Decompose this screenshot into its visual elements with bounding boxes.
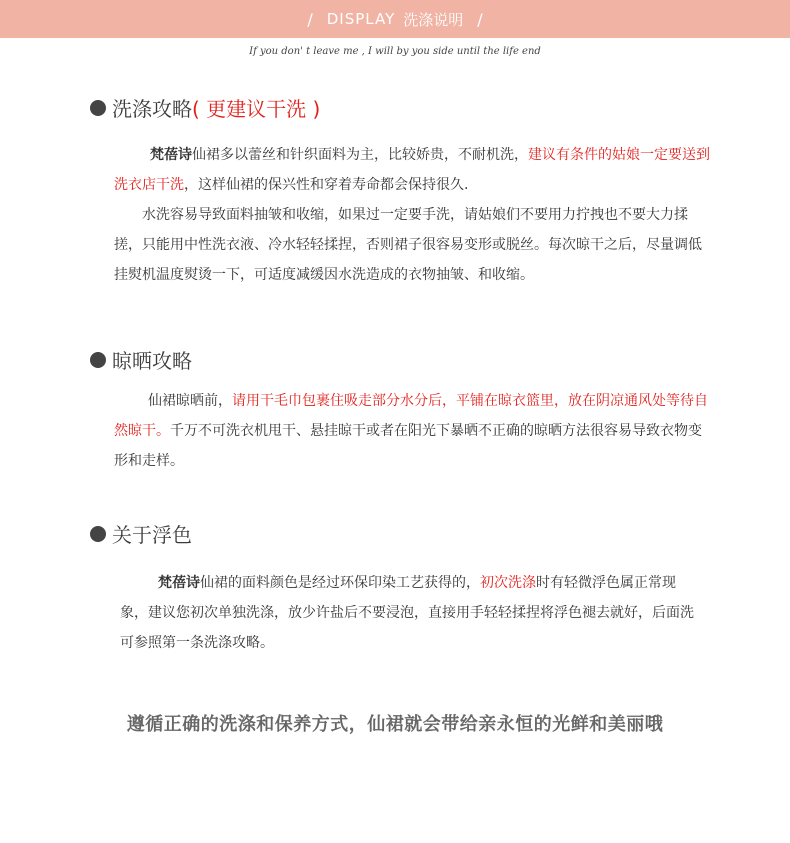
- drying-text-2: 千万不可洗衣机甩干、悬挂晾干或者在阳光下暴晒不正确的晾晒方法很容易导致衣物变形和走样。: [114, 423, 702, 469]
- banner-title-cn: 洗涤说明: [403, 10, 464, 29]
- color-text-2: 时有轻微浮色属正常现象，建议您初次单独洗涤，放少许盐后不要浸泡，直接用手轻轻揉捏将浮色褪去就好，后面洗可参照第一条洗涤攻略。: [120, 575, 694, 651]
- section-title: 晾晒攻略: [112, 349, 192, 373]
- bullet-icon: [90, 352, 106, 368]
- section-title: 关于浮色: [112, 523, 192, 547]
- brand-name: 梵蓓诗: [150, 147, 192, 163]
- washing-text-2: ，这样仙裙的保兴性和穿着寿命都会保持很久.: [184, 177, 469, 193]
- drying-highlight: 请用干毛巾包裹住吸走部分水分后，平铺在晾衣篮里，放在阴凉通风处等待自然晾干。: [114, 393, 708, 439]
- drying-paragraph: [114, 386, 710, 476]
- color-highlight: 初次洗涤: [480, 575, 536, 591]
- banner-slash-left: /: [307, 9, 313, 29]
- banner-title-en: DISPLAY: [326, 10, 396, 28]
- brand-name: 梵蓓诗: [158, 575, 200, 591]
- tagline: If you don' t leave me , I will by you side until the life end: [249, 46, 541, 57]
- drying-text-1: 仙裙晾晒前，: [148, 393, 232, 409]
- washing-text-3: 水洗容易导致面料抽皱和收缩，如果过一定要手洗，请姑娘们不要用力拧拽也不要大力揉搓，只能用中性洗衣液、冷水轻轻揉捏，否则裙子很容易变形或脱丝。每次晾干之后，尽量调低挂熨机温度熨烫一下，可适度减缓因水洗造成的衣物抽皱、和收缩。: [114, 207, 702, 283]
- color-bleed-paragraph: [120, 568, 700, 658]
- banner-slash-right: /: [477, 9, 483, 29]
- section-heading-color-bleed: [90, 519, 192, 548]
- washing-highlight: 建议有条件的姑娘一定要送到洗衣店干洗: [114, 147, 710, 193]
- header-banner: [0, 0, 790, 38]
- bullet-icon: [90, 526, 106, 542]
- bullet-icon: [90, 100, 106, 116]
- section-title: 洗涤攻略: [112, 97, 192, 121]
- section-heading-drying: [90, 345, 192, 374]
- section-heading-washing: [90, 93, 320, 122]
- washing-text-1: 仙裙多以蕾丝和针织面料为主，比较娇贵，不耐机洗，: [192, 147, 528, 163]
- color-text-1: 仙裙的面料颜色是经过环保印染工艺获得的，: [200, 575, 480, 591]
- section-title-note: ( 更建议干洗 ): [192, 97, 321, 121]
- closing-statement: 遵循正确的洗涤和保养方式，仙裙就会带给亲永恒的光鲜和美丽哦: [126, 714, 664, 735]
- washing-paragraph: [114, 140, 714, 290]
